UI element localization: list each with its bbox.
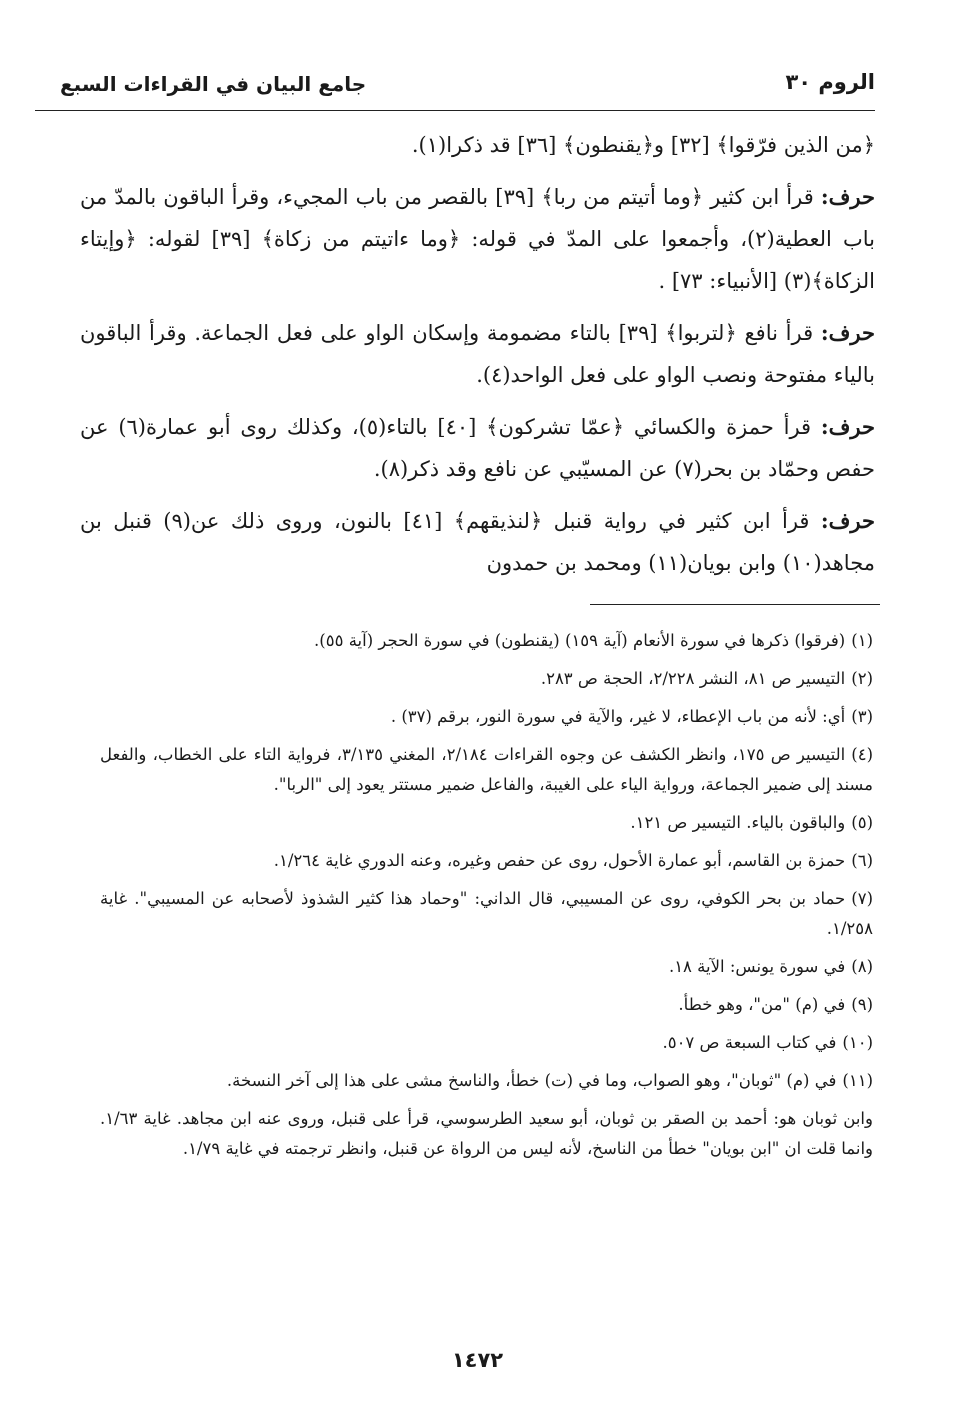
harf-label: حرف: [820, 414, 875, 439]
header-rule [35, 110, 875, 111]
footnote-text: التيسير ص ٨١، النشر ٢/٢٢٨، الحجة ص ٢٨٣. [540, 669, 846, 688]
footnote [100, 1028, 873, 1058]
footnote-text: في (م) "من"، وهو خطأ. [678, 995, 846, 1014]
footnote-text: التيسير ص ١٧٥، وانظر الكشف عن وجوه القراءات ٢/١٨٤، المغني ٣/١٣٥، فرواية التاء على الخطاب، والفعل مسند إلى ضمير الجماعة، ورواية الياء على الغيبة، والفاعل ضمير مستتر يعود إلى "الربا". [100, 745, 873, 794]
footnote-number: (٦) [851, 851, 873, 870]
footnote-text: (فرقوا) ذكرها في سورة الأنعام (آية ١٥٩) (يقنطون) في سورة الحجر (آية ٥٥). [314, 631, 846, 650]
footnote-number: (٨) [851, 957, 873, 976]
footnote-text: والباقون بالياء. التيسير ص ١٢١. [630, 813, 846, 832]
paragraph [80, 124, 875, 166]
paragraph-text: قرأ نافع ﴿لتربوا﴾ [٣٩] بالتاء مضمومة وإسكان الواو على فعل الجماعة. وقرأ الباقون بالياء مفتوحة ونصب الواو على فعل الواحد(٤). [80, 321, 875, 387]
footnote-text: حماد بن بحر الكوفي، روى عن المسيبي، قال الداني: "وحماد هذا كثير الشذوذ لأصحابه عن المسيبي". غاية ١/٢٥٨. [100, 889, 873, 938]
footnote [100, 626, 873, 656]
paragraph [80, 500, 875, 584]
footnote-number: (٩) [851, 995, 873, 1014]
footnote-text: حمزة بن القاسم، أبو عمارة الأحول، روى عن حفص وغيره، وعنه الدوري غاية ١/٢٦٤. [273, 851, 846, 870]
paragraph-text: قرأ ابن كثير ﴿وما أتيتم من ربا﴾ [٣٩] بالقصر من باب المجيء، وقرأ الباقون بالمدّ من باب العطية(٢)، وأجمعوا على المدّ في قوله: ﴿وما ءاتيتم من زكاة﴾ [٣٩] لقوله: ﴿وإيتاء الزكاة﴾(٣) [الأنبياء: ٧٣] . [80, 185, 875, 293]
footnote-number: (٣) [851, 707, 873, 726]
main-text [80, 124, 875, 594]
footnote [100, 740, 873, 800]
footnote-number: (٤) [851, 745, 873, 764]
harf-label: حرف: [820, 320, 875, 345]
footnote-number: (٢) [851, 669, 873, 688]
paragraph-text: قرأ حمزة والكسائي ﴿عمّا تشركون﴾ [٤٠] بالتاء(٥)، وكذلك روى أبو عمارة(٦) عن حفص وحمّاد بن بحر(٧) عن المسيّبي عن نافع وقد ذكر(٨). [80, 415, 875, 481]
footnote [100, 808, 873, 838]
footnote-number: (١) [851, 631, 873, 650]
footnote-number: (١٠) [842, 1033, 873, 1052]
paragraph [80, 176, 875, 302]
surah-label: الروم ٣٠ [785, 70, 875, 94]
footnote-number: (١١) [842, 1071, 873, 1090]
footnote-text: في (م) "ثوبان"، وهو الصواب، وما في (ت) خطأ، والناسخ مشى على هذا إلى آخر النسخة. [226, 1071, 837, 1090]
footnote-separator [590, 604, 880, 605]
footnote [100, 664, 873, 694]
paragraph [80, 312, 875, 396]
book-title: جامع البيان في القراءات السبع [60, 72, 367, 96]
footnote [100, 952, 873, 982]
footnote [100, 990, 873, 1020]
footnotes [100, 626, 873, 1172]
footnote [100, 1066, 873, 1096]
footnote [100, 884, 873, 944]
footnote-text: في سورة يونس: الآية ١٨. [668, 957, 846, 976]
footnote [100, 846, 873, 876]
footnote-text: أي: لأنه من باب الإعطاء، لا غير، والآية في سورة النور، برقم (٣٧) . [390, 707, 846, 726]
paragraph-text: ﴿من الذين فرّقوا﴾ [٣٢] و﴿يقنطون﴾ [٣٦] قد ذكرا(١). [411, 133, 875, 157]
footnote-number: (٥) [851, 813, 873, 832]
footnote-number: (٧) [851, 889, 873, 908]
harf-label: حرف: [820, 508, 875, 533]
footnote-text: في كتاب السبعة ص ٥٠٧. [662, 1033, 837, 1052]
footnote-continuation: وابن ثوبان هو: أحمد بن الصقر بن ثوبان، أبو سعيد الطرسوسي، قرأ على قنبل، وروى عنه ابن مجاهد. غاية ١/٦٣. وانما قلت ان "ابن بويان" خطأ من الناسخ، لأنه ليس من الرواة عن قنبل، وانظر ترجمته في غاية ١/٧٩. [100, 1109, 873, 1158]
page-header [60, 70, 875, 110]
harf-label: حرف: [820, 184, 875, 209]
paragraph-text: قرأ ابن كثير في رواية قنبل ﴿لنذيقهم﴾ [٤١] بالنون، وروى ذلك عن(٩) قنبل بن مجاهد(١٠) وابن بويان(١١) ومحمد بن حمدون [80, 509, 875, 575]
paragraph [80, 406, 875, 490]
page-number: ١٤٧٢ [451, 1348, 504, 1372]
footnote [100, 702, 873, 732]
